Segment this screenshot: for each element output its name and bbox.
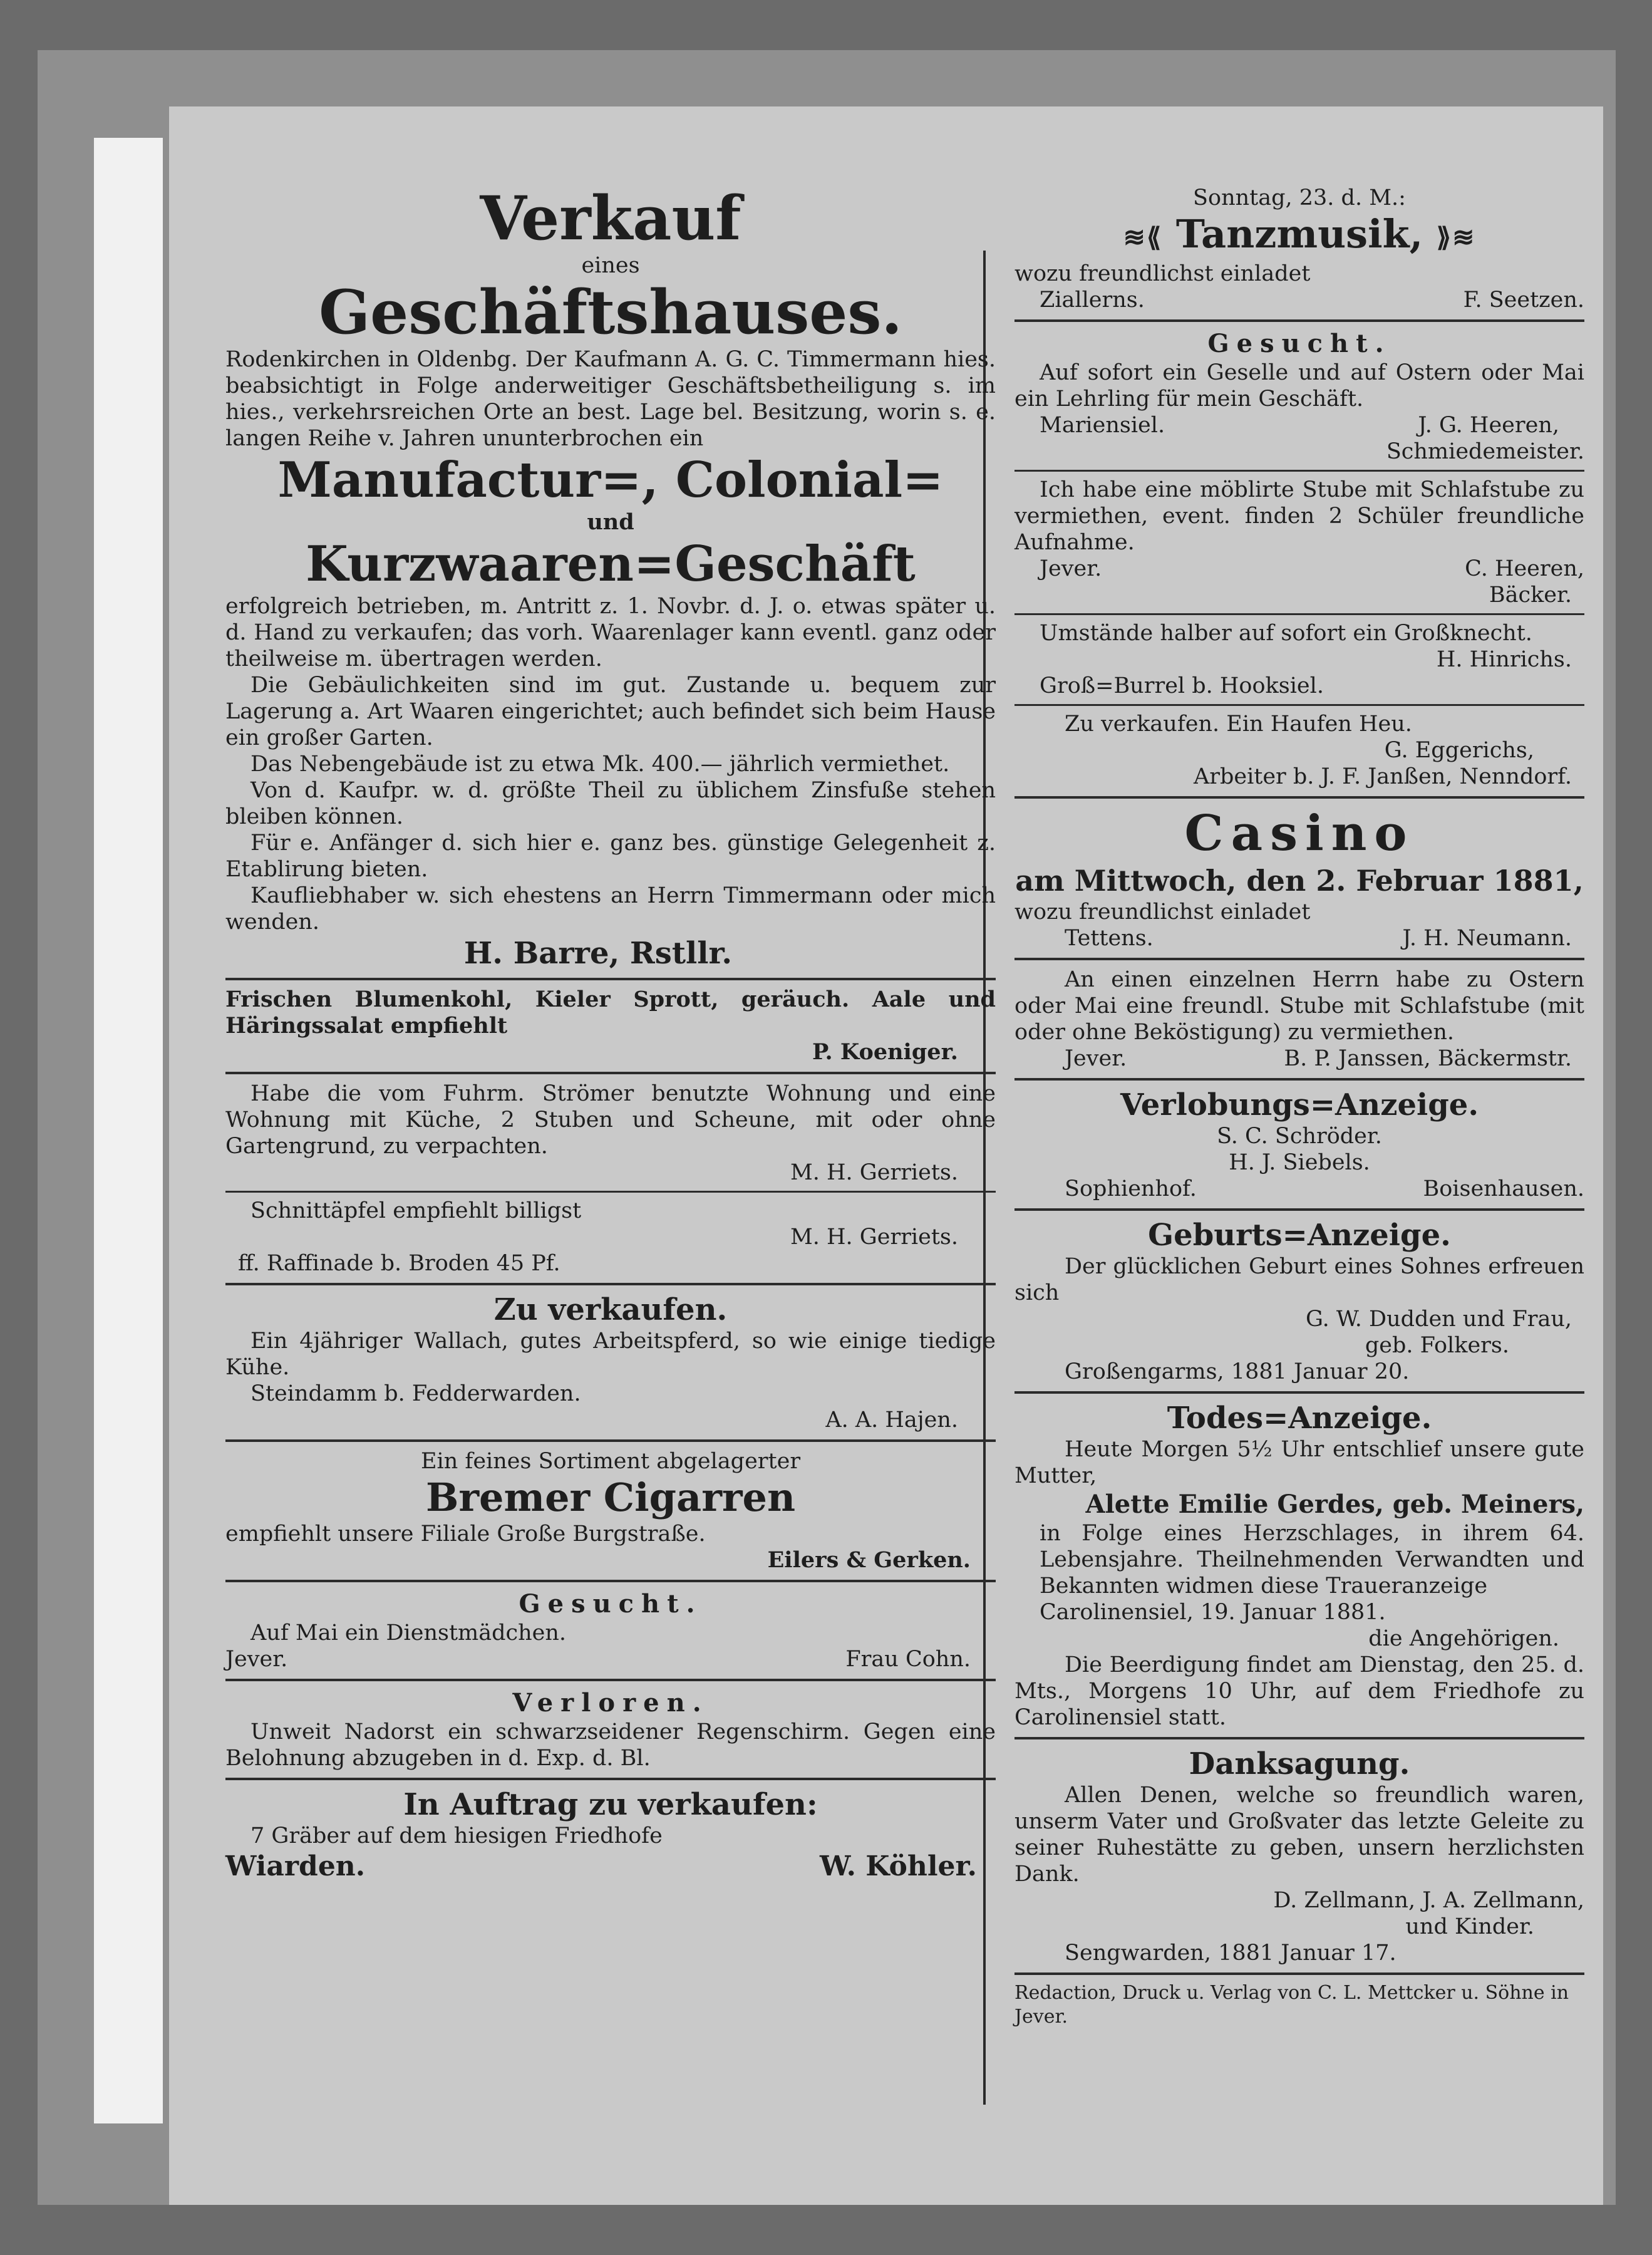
knecht-text: Umstände halber auf sofort ein Großknecht. — [1040, 621, 1532, 646]
hajen-title: Zu verkaufen. — [493, 1292, 728, 1327]
page-edge-strip — [94, 138, 163, 2123]
hajen-name: A. A. Hajen. — [825, 1407, 958, 1433]
verkauf-p6: Kaufliebhaber w. sich ehestens an Herrn Timmermann oder mich wenden. — [225, 883, 996, 935]
divider — [225, 1679, 996, 1681]
todes-text3: Die Beerdigung findet am Dienstag, den 25. d. Mts., Morgens 10 Uhr, auf dem Friedhofe zu Carolinensiel statt. — [1014, 1652, 1584, 1730]
heu-role: Arbeiter b. J. F. Janßen, Nenndorf. — [1193, 764, 1572, 789]
divider — [225, 1191, 996, 1193]
gesucht-right-role: Schmiedemeister. — [1386, 439, 1584, 464]
todes-text2: in Folge eines Herzschlages, in ihrem 64. Lebensjahre. Theilnehmenden Verwandten und Bekannten widmen diese Traueranzeige — [1040, 1521, 1584, 1599]
divider — [225, 1778, 996, 1780]
verkauf-p4: Von d. Kaufpr. w. d. größte Theil zu üblichem Zinsfuße stehen bleiben können. — [225, 778, 996, 829]
divider — [1014, 319, 1584, 322]
divider — [1014, 1208, 1584, 1211]
raffinade-text: ff. Raffinade b. Broden 45 Pf. — [238, 1251, 560, 1276]
gesucht-left-sign — [225, 1646, 996, 1672]
verloren-text: Unweit Nadorst ein schwarzseidener Regenschirm. Gegen eine Belohnung abzugeben in d. Exp. d. Bl. — [225, 1719, 996, 1771]
stube-text: Ich habe eine möblirte Stube mit Schlafstube zu vermiethen, event. finden 2 Schüler freundliche Aufnahme. — [1014, 477, 1584, 555]
cigarren-title: Bremer Cigarren — [425, 1475, 796, 1520]
verkauf-line2: Kurzwaaren=Geschäft — [306, 536, 916, 593]
auftrag-sign — [225, 1849, 996, 1884]
verloren-title: Verloren. — [512, 1688, 709, 1718]
left-column — [225, 185, 996, 1884]
verkauf-line1: Manufactur=, Colonial= — [277, 452, 944, 509]
gesucht-right-name: J. G. Heeren, — [1418, 413, 1559, 438]
ornament-right-icon: ⟫≋ — [1436, 222, 1476, 252]
verkauf-signature: H. Barre, Rstllr. — [463, 936, 733, 971]
dank-place: Sengwarden, 1881 Januar 17. — [1065, 1941, 1396, 1966]
gesucht-right-text: Auf sofort ein Geselle und auf Ostern oder Mai ein Lehrling für mein Geschäft. — [1014, 360, 1584, 412]
gerriets-wohnung-text: Habe die vom Fuhrm. Strömer benutzte Wohnung und eine Wohnung mit Küche, 2 Stuben und Scheune, mit oder ohne Gartengrund, zu verpachten. — [225, 1081, 996, 1159]
divider — [1014, 613, 1584, 615]
divider — [1014, 796, 1584, 799]
verkauf-p1: erfolgreich betrieben, m. Antritt z. 1. Novbr. d. J. o. etwas später u. d. Hand zu verkaufen; das vorh. Waarenlager kann eventl. ganz oder theilweise m. übertragen werden. — [225, 594, 996, 671]
koeniger-name: P. Koeniger. — [812, 1039, 958, 1065]
knecht-name: H. Hinrichs. — [1436, 647, 1572, 672]
casino-sign — [1014, 925, 1584, 951]
gerriets-aepfel-text: Schnittäpfel empfiehlt billigst — [250, 1198, 582, 1223]
verkauf-subtitle: Geschäftshauses. — [319, 277, 902, 348]
divider — [225, 1283, 996, 1285]
verlobung-title: Verlobungs=Anzeige. — [1120, 1087, 1479, 1122]
geburt-name2: geb. Folkers. — [1365, 1333, 1509, 1358]
tanz-title: Tanzmusik, — [1175, 211, 1423, 257]
casino-title: Casino — [1184, 805, 1415, 862]
tanz-sign — [1014, 287, 1584, 313]
dank-text: Allen Denen, welche so freundlich waren, unserm Vater und Großvater das letzte Geleite zu seiner Ruhestätte zu geben, unsern herzlichsten Dank. — [1014, 1783, 1584, 1887]
gerriets-aepfel-name: M. H. Gerriets. — [790, 1225, 958, 1250]
casino-date: am Mittwoch, den 2. Februar 1881, — [1015, 864, 1584, 898]
verkauf-und: und — [587, 509, 634, 535]
casino-place: Tettens. — [1065, 926, 1154, 951]
hajen-place: Steindamm b. Fedderwarden. — [250, 1381, 581, 1406]
auftrag-name: W. Köhler. — [820, 1850, 977, 1882]
verlobung-places — [1014, 1176, 1584, 1202]
tanz-date: Sonntag, 23. d. M.: — [1193, 185, 1406, 210]
newspaper-page — [169, 106, 1603, 2205]
divider — [1014, 958, 1584, 960]
stube-name: C. Heeren, — [1465, 556, 1584, 581]
casino-text: wozu freundlichst einladet — [1014, 899, 1311, 925]
verkauf-intro: Rodenkirchen in Oldenbg. Der Kaufmann A. G. C. Timmermann hies. beabsichtigt in Folge anderweitiger Geschäftsbetheiligung s. im hies., verkehrsreichen Orte an best. Lage bel. Besitzung, worin s. e. langen Reihe v. Jahren ununterbrochen ein — [225, 347, 996, 451]
verlobung-place1: Sophienhof. — [1065, 1176, 1197, 1201]
gesucht-left-place: Jever. — [225, 1647, 288, 1672]
tanz-place: Ziallerns. — [1040, 288, 1145, 313]
divider — [225, 1439, 996, 1442]
divider — [1014, 470, 1584, 472]
todes-title: Todes=Anzeige. — [1167, 1401, 1432, 1436]
stube-place: Jever. — [1040, 556, 1102, 581]
dank-names: D. Zellmann, J. A. Zellmann, — [1273, 1888, 1584, 1913]
todes-place: Carolinensiel, 19. Januar 1881. — [1040, 1600, 1386, 1625]
verkauf-eines: eines — [581, 253, 640, 278]
divider — [1014, 1972, 1584, 1975]
gesucht-left-name: Frau Cohn. — [845, 1647, 971, 1672]
janssen-name: B. P. Janssen, Bäckermstr. — [1284, 1046, 1572, 1071]
cigarren-intro: Ein feines Sortiment abgelagerter — [420, 1449, 801, 1474]
geburt-name1: G. W. Dudden und Frau, — [1305, 1307, 1572, 1332]
verkauf-p3: Das Nebengebäude ist zu etwa Mk. 400.— jährlich vermiethet. — [250, 752, 950, 777]
divider — [1014, 1391, 1584, 1394]
divider — [225, 1580, 996, 1582]
geburt-text: Der glücklichen Geburt eines Sohnes erfreuen sich — [1014, 1254, 1584, 1305]
gesucht-left-title: Gesucht. — [519, 1589, 703, 1619]
todes-name: Alette Emilie Gerdes, geb. Meiners, — [1085, 1490, 1584, 1519]
geburt-place: Großengarms, 1881 Januar 20. — [1065, 1359, 1410, 1384]
tanz-text: wozu freundlichst einladet — [1014, 261, 1311, 286]
divider — [225, 1072, 996, 1074]
janssen-sign — [1014, 1045, 1584, 1072]
koeniger-text: Frischen Blumenkohl, Kieler Sprott, geräuch. Aale und Häringssalat empfiehlt — [225, 987, 996, 1039]
auftrag-text: 7 Gräber auf dem hiesigen Friedhofe — [250, 1823, 663, 1848]
gerriets-wohnung-name: M. H. Gerriets. — [790, 1160, 958, 1185]
hajen-text: Ein 4jähriger Wallach, gutes Arbeitspferd, so wie einige tiedige Kühe. — [225, 1329, 996, 1380]
verlobung-name2: H. J. Siebels. — [1229, 1150, 1370, 1175]
janssen-text: An einen einzelnen Herrn habe zu Ostern oder Mai eine freundl. Stube mit Schlafstube (mit oder ohne Beköstigung) zu vermiethen. — [1014, 967, 1584, 1045]
gesucht-right-sign — [1014, 412, 1584, 438]
right-column — [1014, 185, 1584, 2029]
auftrag-place: Wiarden. — [225, 1850, 366, 1882]
verlobung-place2: Boisenhausen. — [1423, 1176, 1584, 1201]
auftrag-title: In Auftrag zu verkaufen: — [403, 1787, 818, 1822]
verkauf-p5: Für e. Anfänger d. sich hier e. ganz bes. günstige Gelegenheit z. Etablirung bieten. — [225, 831, 996, 882]
cigarren-text: empfiehlt unsere Filiale Große Burgstraße. — [225, 1521, 706, 1547]
stube-sign — [1014, 556, 1584, 582]
geburt-title: Geburts=Anzeige. — [1148, 1218, 1451, 1253]
divider — [225, 978, 996, 980]
verkauf-title: Verkauf — [480, 183, 741, 254]
todes-sign: die Angehörigen. — [1368, 1626, 1559, 1651]
dank-title: Danksagung. — [1189, 1746, 1410, 1781]
ornament-left-icon: ≋⟪ — [1123, 222, 1163, 252]
gesucht-left-text: Auf Mai ein Dienstmädchen. — [250, 1620, 567, 1646]
gesucht-right-place: Mariensiel. — [1040, 413, 1165, 438]
heu-text: Zu verkaufen. Ein Haufen Heu. — [1065, 712, 1412, 737]
janssen-place: Jever. — [1065, 1046, 1127, 1071]
tanz-name: F. Seetzen. — [1463, 288, 1584, 313]
verkauf-p2: Die Gebäulichkeiten sind im gut. Zustande u. bequem zur Lagerung a. Art Waaren eingerichtet; auch befindet sich beim Hause ein großer Garten. — [225, 673, 996, 750]
divider — [1014, 1078, 1584, 1081]
tanz-heading — [1014, 211, 1584, 261]
knecht-place: Groß=Burrel b. Hooksiel. — [1040, 673, 1324, 698]
stube-role: Bäcker. — [1489, 583, 1572, 608]
heu-name: G. Eggerichs, — [1384, 738, 1534, 763]
cigarren-name: Eilers & Gerken. — [767, 1547, 971, 1573]
casino-name: J. H. Neumann. — [1402, 926, 1572, 951]
divider — [1014, 704, 1584, 706]
imprint: Redaction, Druck u. Verlag von C. L. Mettcker u. Söhne in Jever. — [1014, 1982, 1569, 2028]
verlobung-name1: S. C. Schröder. — [1217, 1124, 1382, 1149]
todes-text1: Heute Morgen 5½ Uhr entschlief unsere gute Mutter, — [1014, 1437, 1584, 1488]
divider — [1014, 1737, 1584, 1739]
gesucht-right-title: Gesucht. — [1207, 329, 1391, 358]
dank-kinder: und Kinder. — [1405, 1914, 1534, 1939]
